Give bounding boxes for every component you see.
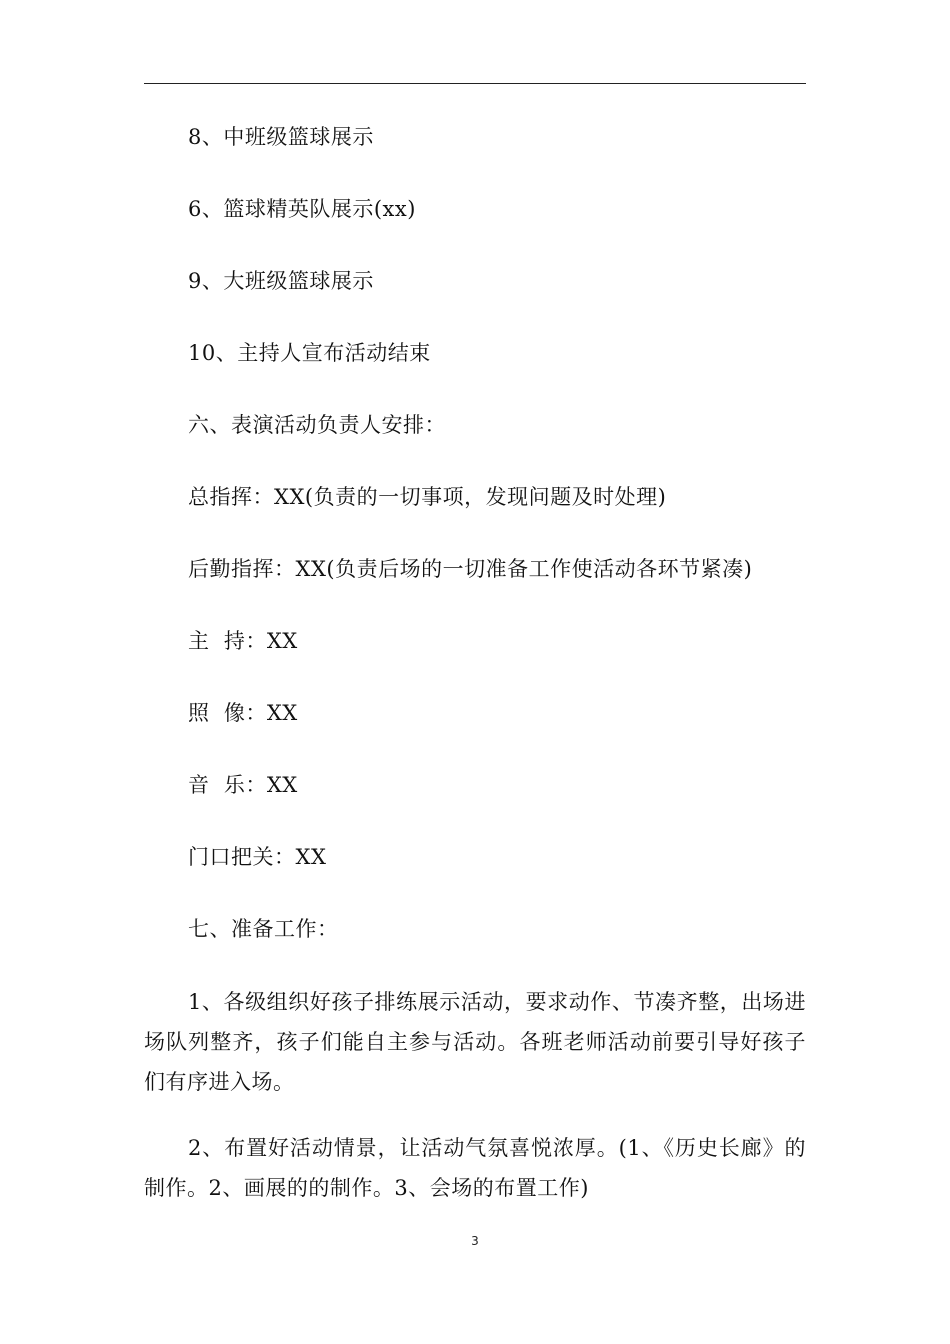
section-heading-preparation: 七、准备工作： xyxy=(188,917,339,941)
section-heading-responsibilities: 六、表演活动负责人安排： xyxy=(188,413,446,437)
role-host: 主 持：XX xyxy=(188,629,298,653)
program-item-8: 8、中班级篮球展示 xyxy=(188,125,374,149)
preparation-paragraph-2: 2、布置好活动情景，让活动气氛喜悦浓厚。(1、《历史长廊》的制作。2、画展的的制作。3、会场的布置工作) xyxy=(144,1136,806,1200)
preparation-paragraph-1: 1、各级组织好孩子排练展示活动，要求动作、节凑齐整，出场进场队列整齐，孩子们能自主参与活动。各班老师活动前要引导好孩子们有序进入场。 xyxy=(144,990,806,1094)
program-item-9: 9、大班级篮球展示 xyxy=(188,269,374,293)
header-divider xyxy=(144,83,806,84)
role-logistics-director: 后勤指挥：XX(负责后场的一切准备工作使活动各环节紧凑) xyxy=(188,557,753,581)
role-chief-director: 总指挥：XX(负责的一切事项，发现问题及时处理) xyxy=(188,485,667,509)
program-item-10: 10、主持人宣布活动结束 xyxy=(188,341,431,365)
program-item-6: 6、篮球精英队展示(xx) xyxy=(188,197,416,221)
role-photography: 照 像：XX xyxy=(188,701,298,725)
page-number: 3 xyxy=(471,1234,479,1248)
role-music: 音 乐：XX xyxy=(188,773,298,797)
role-door-keeper: 门口把关：XX xyxy=(188,845,327,869)
